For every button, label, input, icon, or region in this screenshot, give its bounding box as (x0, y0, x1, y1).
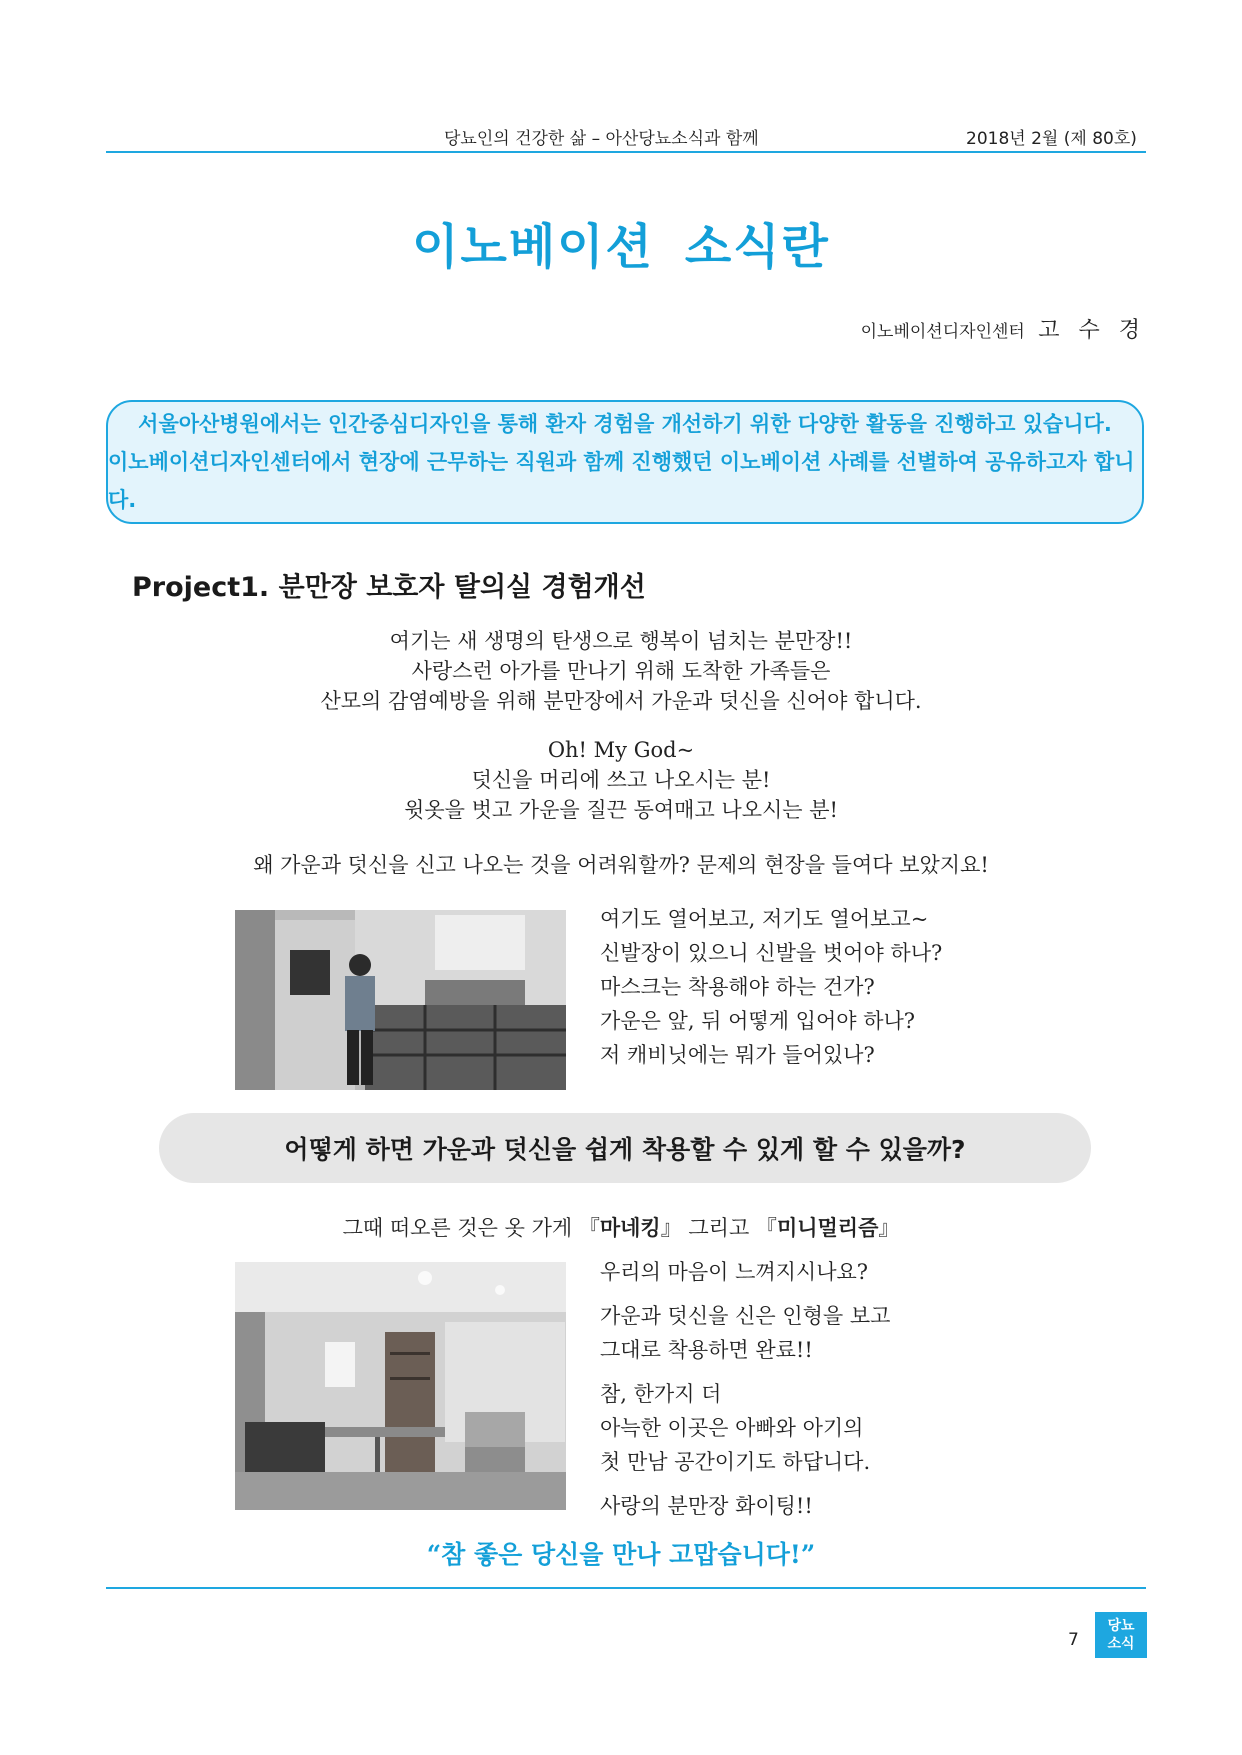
idea-line (0, 1213, 1242, 1243)
photo1-caption (600, 902, 942, 1072)
caption-line: 사랑의 분만장 화이팅!! (600, 1494, 813, 1518)
caption-line: 가운은 앞, 뒤 어떻게 입어야 하나? (600, 1009, 916, 1033)
caption-line: 우리의 마음이 느껴지시나요? (600, 1260, 869, 1284)
page-number: 7 (1068, 1630, 1079, 1650)
improved-room-photo (235, 1262, 566, 1510)
page-title: 이노베이션 소식란 (412, 219, 830, 275)
caption-line: 아늑한 이곳은 아빠와 아기의 (600, 1416, 864, 1440)
footer-rule (106, 1587, 1146, 1589)
story-line: Oh! My God~ (547, 738, 695, 762)
question-box: 어떻게 하면 가운과 덧신을 쉽게 착용할 수 있게 할 수 있을까? (159, 1113, 1091, 1183)
author-name: 고 수 경 (1038, 318, 1146, 343)
caption-line: 가운과 덧신을 신은 인형을 보고 (600, 1304, 891, 1328)
caption-line: 참, 한가지 더 (600, 1382, 722, 1406)
story-paragraph-3: 왜 가운과 덧신을 신고 나오는 것을 어려워할까? 문제의 현장을 들여다 보았지요! (253, 853, 989, 877)
running-title: 당뇨인의 건강한 삶 – 아산당뇨소식과 함께 (444, 129, 759, 149)
story-paragraph-1 (0, 626, 1242, 716)
idea-word-minimalism: 미니멀리즘 (776, 1215, 879, 1240)
badge-line-2: 소식 (1107, 1636, 1135, 1652)
caption-line: 첫 만남 공간이기도 하답니다. (600, 1450, 871, 1474)
story-line: 산모의 감염예방을 위해 분만장에서 가운과 덧신을 신어야 합니다. (320, 689, 922, 713)
story-line: 여기는 새 생명의 탄생으로 행복이 넘치는 분만장!! (389, 629, 853, 653)
header-rule (106, 151, 1146, 153)
idea-prefix: 그때 떠오른 것은 옷 가게 『 (342, 1216, 600, 1240)
caption-line: 그대로 착용하면 완료!! (600, 1338, 813, 1362)
caption-line: 여기도 열어보고, 저기도 열어보고~ (600, 907, 929, 931)
badge-line-1: 당뇨 (1107, 1618, 1135, 1634)
idea-suffix: 』 (878, 1216, 900, 1240)
newsletter-badge (1095, 1612, 1147, 1658)
story-paragraph-2 (0, 735, 1242, 825)
story-line: 윗옷을 벗고 가운을 질끈 동여매고 나오시는 분! (404, 798, 838, 822)
story-line: 덧신을 머리에 쓰고 나오시는 분! (471, 768, 771, 792)
caption-line: 저 캐비닛에는 뭐가 들어있나? (600, 1043, 875, 1067)
caption-line: 마스크는 착용해야 하는 건가? (600, 975, 875, 999)
closing-quote: “참 좋은 당신을 만나 고맙습니다!” (426, 1540, 816, 1569)
idea-middle: 』 그리고 『 (660, 1216, 777, 1240)
photo2-caption (600, 1255, 890, 1523)
author-line (861, 313, 1146, 344)
author-org: 이노베이션디자인센터 (860, 322, 1025, 342)
intro-box (106, 400, 1144, 524)
intro-line-2: 이노베이션디자인센터에서 현장에 근무하는 직원과 함께 진행했던 이노베이션 사례를 선별하여 공유하고자 합니다. (108, 450, 1135, 512)
issue-info: 2018년 2월 (제 80호) (966, 129, 1137, 149)
intro-line-1: 서울아산병원에서는 인간중심디자인을 통해 환자 경험을 개선하기 위한 다양한 활동을 진행하고 있습니다. (138, 412, 1112, 436)
idea-word-mannequin: 마네킹 (599, 1215, 661, 1240)
project-heading: Project1. 분만장 보호자 탈의실 경험개선 (132, 572, 646, 603)
caption-line: 신발장이 있으니 신발을 벗어야 하나? (600, 941, 943, 965)
story-line: 사랑스런 아가를 만나기 위해 도착한 가족들은 (411, 659, 831, 683)
changing-room-photo (235, 910, 566, 1090)
